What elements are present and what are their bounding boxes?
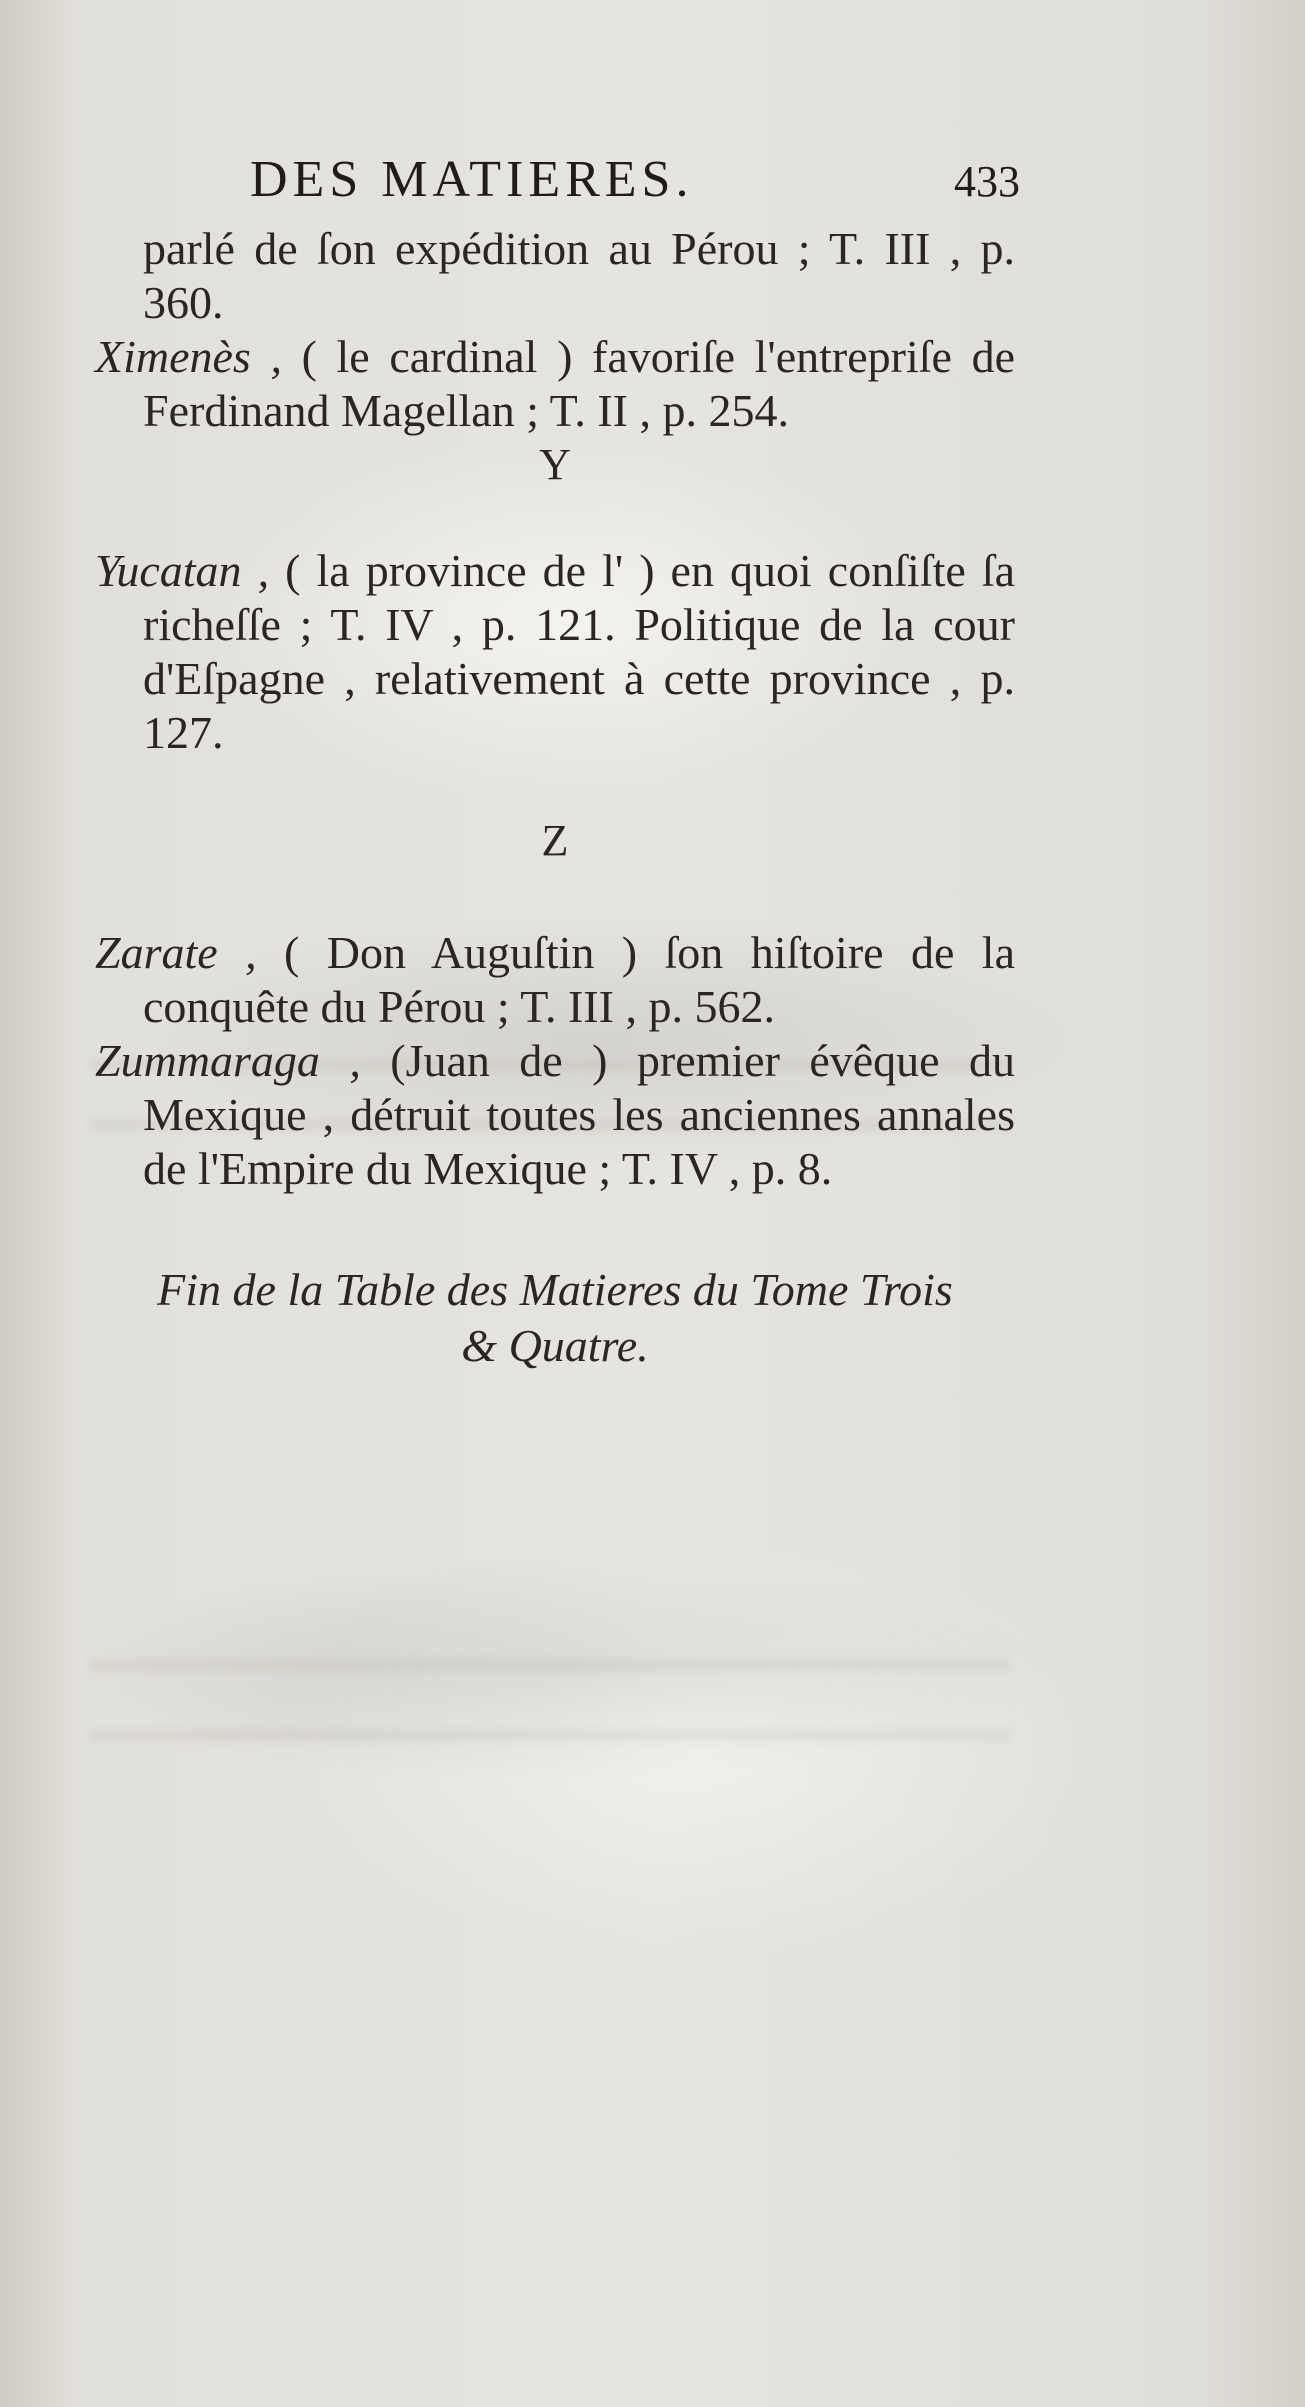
entry-headword: Yucatan , [95, 545, 270, 596]
entry-text: ( le cardinal ) favoriſe l'entrepriſe de Ferdinand Magellan ; T. II , p. 254. [143, 331, 1015, 436]
entry-text: ( Don Auguſtin ) ſon hiſtoire de la conquête du Pérou ; T. III , p. 562. [143, 927, 1015, 1032]
colophon [95, 1262, 1015, 1374]
colophon-line-2: & Quatre. [461, 1320, 649, 1371]
show-through-line [90, 1730, 1010, 1740]
entry-headword: Ximenès , [95, 331, 282, 382]
index-entry-zarate [95, 926, 1015, 1034]
index-entry-zummaraga [95, 1034, 1015, 1196]
colophon-line-1: Fin de la Table des Matieres du Tome Trois [157, 1264, 953, 1315]
entry-headword: Zarate , [95, 927, 257, 978]
index-entry-continuation [95, 222, 1015, 330]
index-entry-yucatan [95, 544, 1015, 760]
section-letter-y: Y [539, 440, 571, 489]
show-through-line [90, 1660, 1010, 1670]
page-number: 433 [954, 157, 1020, 206]
index-entry-ximenes [95, 330, 1015, 438]
entry-text: (Juan de ) premier évêque du Mexique , détruit toutes les anciennes annales de l'Empire du Mexique ; T. IV , p. 8. [143, 1035, 1015, 1194]
entry-text: parlé de ſon expédition au Pérou ; T. III , p. 360. [143, 223, 1015, 328]
section-letter-z: Z [541, 816, 569, 865]
entry-text: ( la province de l' ) en quoi conſiſte ſa richeſſe ; T. IV , p. 121. Politique de la cour d'Eſpagne , relativement à cette province , p. 127. [143, 545, 1015, 758]
index-body [95, 222, 1015, 1420]
entry-headword: Zummaraga , [95, 1035, 361, 1086]
page-header [250, 150, 1020, 220]
running-title: DES MATIERES. [250, 151, 694, 208]
